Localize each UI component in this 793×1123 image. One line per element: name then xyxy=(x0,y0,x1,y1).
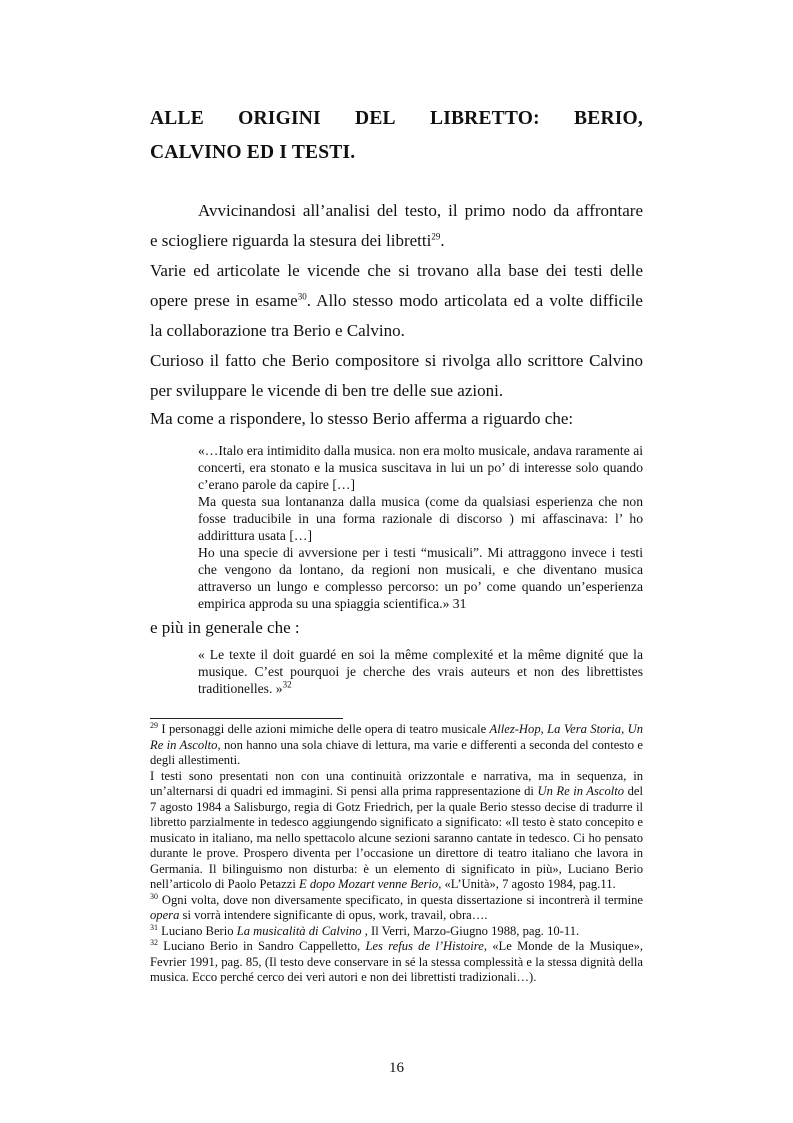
page-number: 16 xyxy=(389,1060,404,1076)
paragraph-2-line-3: la collaborazione tra Berio e Calvino. xyxy=(150,321,405,340)
footnote-text: I personaggi delle azioni mimiche delle opera di teatro musicale xyxy=(158,722,490,736)
quote-paragraph-1: «…Italo era intimidito dalla musica. non era molto musicale, andava raramente ai concerti, era stonato e la musica suscitava in lui un po’ di interesse solo quando c’erano parole da capire […] xyxy=(198,443,643,492)
paragraph-3-line-1: Curioso il fatto che Berio compositore si rivolga allo scrittore Calvino xyxy=(150,351,643,370)
block-quote-french xyxy=(198,646,643,697)
paragraph-2 xyxy=(150,256,643,346)
french-quote-text: « Le texte il doit guardé en soi la même complexité et la même dignité que la musique. C’est pourquoi je cherche des vrais auteurs et non des librettistes traditionelles. » xyxy=(198,647,643,696)
title-word: BERIO, xyxy=(574,108,643,129)
italic-term: opera xyxy=(150,908,180,922)
paragraph-2-line-1: Varie ed articolate le vicende che si trovano alla base dei testi delle xyxy=(150,261,643,280)
paragraph-2-line-2a: opere prese in esame xyxy=(150,291,298,310)
paragraph-4: Ma come a rispondere, lo stesso Berio afferma a riguardo che: xyxy=(150,409,574,428)
title-word: ALLE xyxy=(150,108,204,129)
title-word: DEL xyxy=(355,108,396,129)
work-title: Allez-Hop xyxy=(489,722,541,736)
footnote-ref-32[interactable]: 32 xyxy=(282,679,292,690)
paragraph-2-line-2b: . Allo stesso modo articolata ed a volte difficile xyxy=(306,291,643,310)
footnote-text: , «L’Unità», 7 agosto 1984, pag.11. xyxy=(438,877,616,891)
title-word: ORIGINI xyxy=(238,108,321,129)
footnote-text: I testi sono presentati non con una continuità orizzontale e narrativa, ma in sequenza, in un’alternarsi di quadri ed immagini. Si pensi alla prima rappresentazione di xyxy=(150,768,643,798)
title-word: LIBRETTO: xyxy=(429,108,540,129)
chapter-title-line-2: CALVINO ED I TESTI. xyxy=(150,142,356,163)
paragraph-1-line-1: Avvicinandosi all’analisi del testo, il primo nodo da affrontare xyxy=(198,201,643,220)
footnote-29-continued xyxy=(150,769,643,893)
footnote-text: del 7 agosto 1984 a Salisburgo, regia di Gotz Friedrich, per la quale Berio stesso decise di tradurre il libretto parzialmente in tedesco aggiungendo significato a significato: «Il testo è stato concepito e musicato in italiano, ma nello spettacolo alcune sezioni saranno cantate in tedesco. Ci ho pensato durante le prove. Prospero diventa per l’occasione un direttore di teatro italiano che lavora in Germania. Il bilinguismo non disturba: è un elemento di significato in più», Luciano Berio nell’articolo di Paolo Petazzi xyxy=(150,784,643,891)
footnote-number: 29 xyxy=(150,720,158,730)
footnote-text: si vorrà intendere significante di opus, work, travail, obra…. xyxy=(179,908,488,922)
paragraph-2-line-2 xyxy=(150,286,643,316)
quote-paragraph-2: Ma questa sua lontananza dalla musica (come da qualsiasi esperienza che non fosse traducibile in una forma razionale di discorso ) mi affascinava: l’ ho addirittura usata […] xyxy=(198,494,643,543)
footnote-text: , xyxy=(540,722,548,736)
block-quote-berio xyxy=(198,442,643,612)
footnote-ref-30[interactable]: 30 xyxy=(297,291,307,302)
chapter-title-line-1 xyxy=(150,102,643,136)
footnote-32 xyxy=(150,939,643,986)
period: . xyxy=(440,231,445,250)
footnote-text: , Il Verri, Marzo-Giugno 1988, pag. 10-11. xyxy=(361,923,580,938)
work-title: La Vera Storia xyxy=(547,722,622,736)
work-title: Un Re in Ascolto xyxy=(537,784,625,798)
work-title: Les refus de l’Histoire, xyxy=(365,939,487,953)
footnote-text: «Le Monde de la Musique», Fevrier 1991, pag. 85, (Il testo deve conservare in sé la stessa complessità e la stessa dignità della musica. Ecco perché cerco dei veri autori e non dei librettisti tradizionali…). xyxy=(150,939,644,984)
paragraph-1 xyxy=(150,196,643,256)
paragraph-3-line-2: per sviluppare le vicende di ben tre delle sue azioni. xyxy=(150,381,504,400)
footnote-31 xyxy=(150,924,643,940)
footnotes xyxy=(150,722,643,986)
work-title: Un Re in Ascolto xyxy=(150,722,644,752)
footnote-ref-29[interactable]: 29 xyxy=(431,231,441,242)
footnote-number: 32 xyxy=(150,937,158,947)
footnote-30 xyxy=(150,893,643,924)
paragraph-1-line-2 xyxy=(150,226,643,256)
footnote-text: , non hanno una sola chiave di lettura, ma varie e differenti a seconda del contesto e degli allestimenti. xyxy=(150,737,643,767)
footnote-text: Luciano Berio xyxy=(158,923,237,938)
footnote-text: Luciano Berio in Sandro Cappelletto, xyxy=(158,939,366,953)
footnote-29 xyxy=(150,722,643,769)
footnote-number: 30 xyxy=(150,891,158,901)
paragraph-5: e più in generale che : xyxy=(150,618,300,637)
quote-paragraph-3: Ho una specie di avversione per i testi “musicali”. Mi attraggono invece i testi che vengono da lontano, da regioni non musicali, e che diventano musica attraverso un lungo e complesso percorso: un po’ come quando un’esperienza empirica approda su una spiaggia scientifica.» 31 xyxy=(198,545,643,611)
footnote-separator xyxy=(150,718,343,719)
work-title: La musicalità di Calvino xyxy=(236,923,362,938)
paragraph-3 xyxy=(150,346,643,406)
paragraph-1-line-2-text: e sciogliere riguarda la stesura dei libretti xyxy=(150,231,432,250)
footnote-number: 31 xyxy=(150,922,158,932)
footnote-text: , xyxy=(621,722,628,736)
chapter-title xyxy=(150,102,643,170)
footnote-text: Ogni volta, dove non diversamente specificato, in questa dissertazione si incontrerà il termine xyxy=(158,892,643,907)
work-title: E dopo Mozart venne Berio xyxy=(298,877,439,891)
